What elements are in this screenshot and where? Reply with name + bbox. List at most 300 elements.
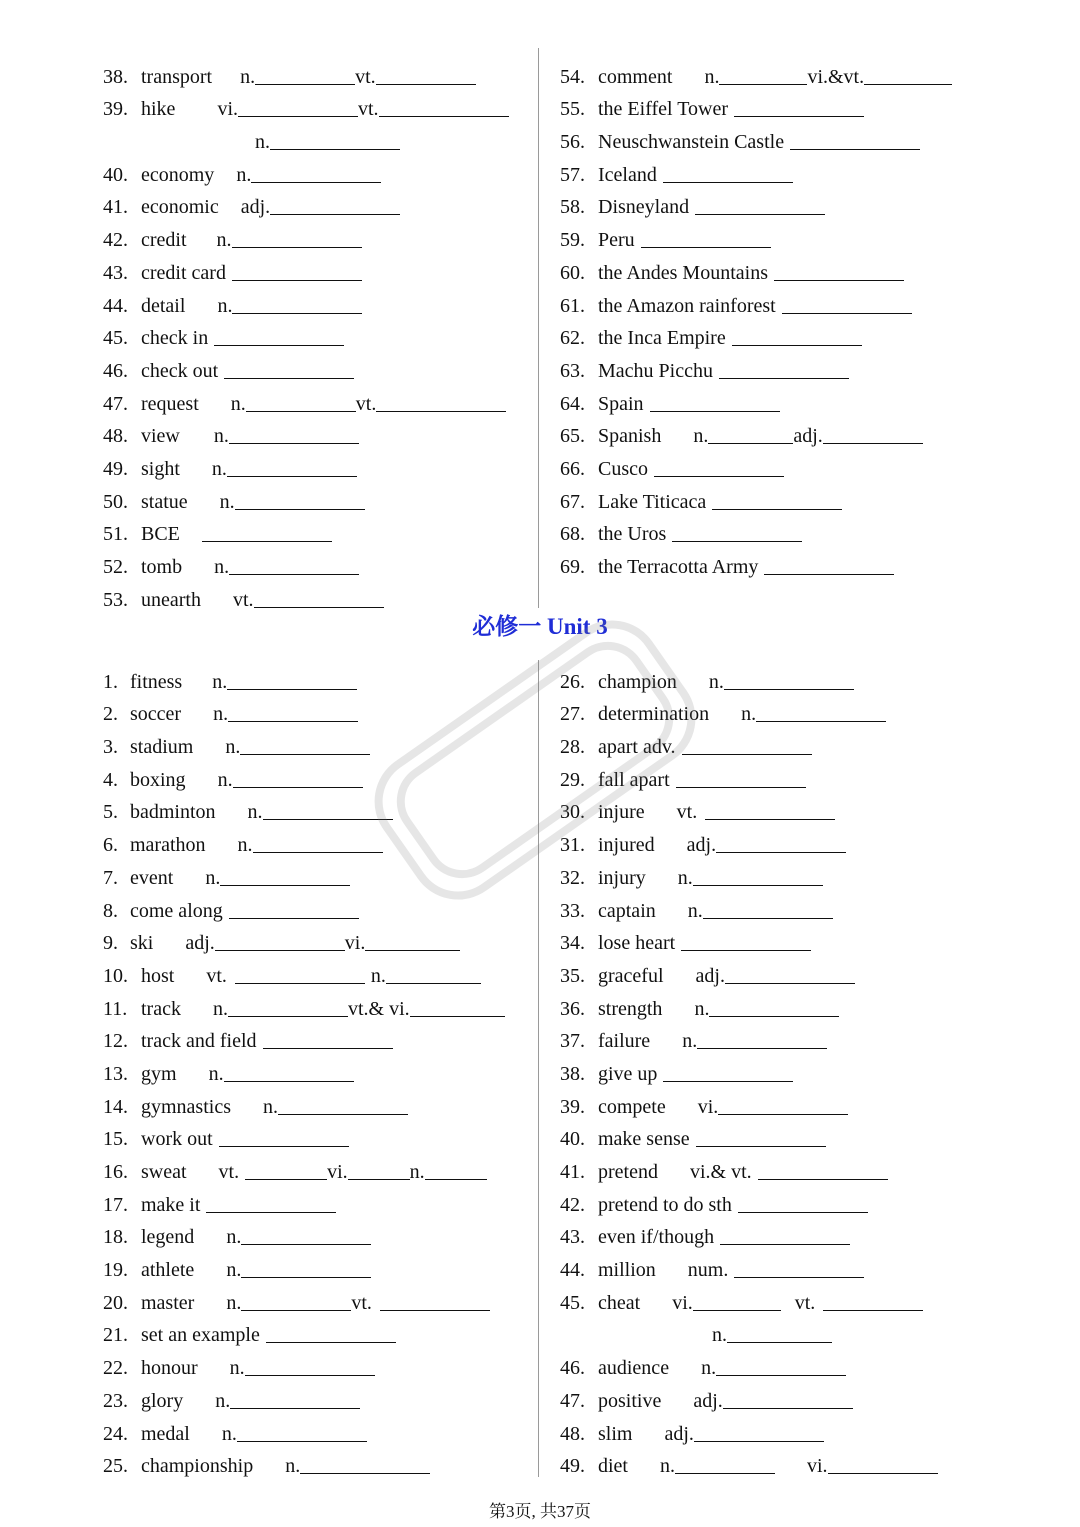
answer-blank[interactable] bbox=[228, 1015, 348, 1017]
answer-blank[interactable] bbox=[410, 1015, 505, 1017]
item-number: 20. bbox=[103, 1291, 128, 1314]
answer-blank[interactable] bbox=[227, 688, 357, 690]
answer-blank[interactable] bbox=[681, 949, 811, 951]
part-of-speech: n. bbox=[229, 1357, 245, 1380]
item-number: 38. bbox=[560, 1062, 585, 1085]
item-number: 40. bbox=[103, 163, 128, 186]
vocab-row bbox=[560, 692, 990, 725]
answer-blank[interactable] bbox=[255, 83, 355, 85]
answer-blank[interactable] bbox=[219, 1145, 349, 1147]
part-of-speech: n. bbox=[217, 768, 233, 791]
part-of-speech: n. bbox=[240, 65, 256, 88]
item-number: 48. bbox=[103, 425, 128, 448]
part-of-speech: n. bbox=[370, 964, 386, 987]
vocab-term: Spain bbox=[598, 392, 644, 415]
vocab-term: injure bbox=[598, 801, 645, 824]
vocab-row bbox=[103, 1051, 533, 1084]
item-number: 63. bbox=[560, 359, 585, 382]
vocab-row bbox=[103, 1117, 533, 1150]
vocab-term: diet bbox=[598, 1455, 628, 1478]
vocab-term: the Uros bbox=[598, 523, 667, 546]
vocab-term: master bbox=[141, 1291, 195, 1314]
answer-blank[interactable] bbox=[233, 786, 363, 788]
answer-blank[interactable] bbox=[232, 246, 362, 248]
item-number: 16. bbox=[103, 1161, 128, 1183]
vocab-term: Cusco bbox=[598, 457, 648, 480]
answer-blank[interactable] bbox=[278, 1113, 408, 1115]
item-number: 58. bbox=[560, 196, 585, 219]
part-of-speech: n. bbox=[226, 1226, 242, 1249]
part-of-speech: vt. bbox=[232, 588, 254, 611]
vocab-term: cheat bbox=[598, 1291, 641, 1314]
answer-blank[interactable] bbox=[716, 851, 846, 853]
vocab-term: fitness bbox=[130, 670, 183, 693]
answer-blank[interactable] bbox=[270, 213, 400, 215]
vocab-row bbox=[560, 414, 990, 447]
vocab-row bbox=[103, 316, 533, 349]
part-of-speech: num. bbox=[687, 1259, 729, 1282]
answer-blank[interactable] bbox=[734, 115, 864, 117]
answer-blank[interactable] bbox=[695, 213, 825, 215]
vocab-term: injured bbox=[598, 834, 655, 857]
item-number: 51. bbox=[103, 523, 128, 546]
answer-blank[interactable] bbox=[376, 410, 506, 412]
answer-blank[interactable] bbox=[782, 312, 912, 314]
vocab-term: failure bbox=[598, 1030, 651, 1053]
item-number: 56. bbox=[560, 131, 585, 154]
answer-blank[interactable] bbox=[708, 442, 793, 444]
part-of-speech: adj. bbox=[686, 834, 717, 857]
answer-blank[interactable] bbox=[386, 982, 481, 984]
item-number: 62. bbox=[560, 327, 585, 350]
answer-blank[interactable] bbox=[641, 246, 771, 248]
answer-blank[interactable] bbox=[675, 1472, 775, 1474]
answer-blank[interactable] bbox=[245, 1374, 375, 1376]
vocab-term: the Terracotta Army bbox=[598, 556, 759, 578]
answer-blank[interactable] bbox=[823, 1309, 923, 1311]
vocab-term: sweat bbox=[141, 1161, 187, 1183]
part-of-speech: n. bbox=[213, 703, 229, 726]
part-of-speech: adj. bbox=[693, 1389, 723, 1412]
answer-blank[interactable] bbox=[253, 851, 383, 853]
part-of-speech: n. bbox=[226, 1291, 242, 1314]
part-of-speech: adj. bbox=[240, 196, 271, 219]
vocab-term: work out bbox=[141, 1128, 213, 1151]
answer-blank[interactable] bbox=[694, 1440, 824, 1442]
answer-blank[interactable] bbox=[720, 1243, 850, 1245]
item-number: 59. bbox=[560, 229, 585, 252]
item-number: 9. bbox=[103, 932, 118, 955]
answer-blank[interactable] bbox=[229, 442, 359, 444]
vocab-term: tomb bbox=[141, 556, 183, 578]
vocab-row bbox=[560, 185, 990, 218]
part-of-speech: n. bbox=[701, 1357, 717, 1380]
vocab-term: come along bbox=[130, 899, 223, 922]
answer-blank[interactable] bbox=[724, 688, 854, 690]
answer-blank[interactable] bbox=[229, 573, 359, 575]
vocab-term: request bbox=[141, 392, 199, 415]
vocab-row bbox=[103, 888, 533, 921]
vocab-term: strength bbox=[598, 997, 663, 1020]
answer-blank[interactable] bbox=[263, 1047, 393, 1049]
part-of-speech: n. bbox=[708, 670, 724, 693]
answer-blank[interactable] bbox=[719, 83, 807, 85]
vocab-term: detail bbox=[141, 294, 186, 317]
answer-blank[interactable] bbox=[697, 1047, 827, 1049]
vocab-row bbox=[560, 1411, 990, 1444]
answer-blank[interactable] bbox=[251, 181, 381, 183]
part-of-speech: n. bbox=[214, 556, 230, 578]
vocab-term: make sense bbox=[598, 1128, 690, 1151]
answer-blank[interactable] bbox=[241, 1309, 351, 1311]
part-of-speech: vi. bbox=[807, 1455, 828, 1478]
answer-blank[interactable] bbox=[215, 949, 345, 951]
item-number: 53. bbox=[103, 588, 128, 611]
answer-blank[interactable] bbox=[245, 1178, 327, 1180]
answer-blank[interactable] bbox=[238, 115, 358, 117]
answer-blank[interactable] bbox=[270, 148, 400, 150]
column-divider-top bbox=[538, 48, 539, 608]
answer-blank[interactable] bbox=[790, 148, 920, 150]
item-number: 60. bbox=[560, 261, 585, 284]
vocab-list-right-top bbox=[560, 54, 990, 577]
vocab-row bbox=[560, 250, 990, 283]
vocab-term: event bbox=[130, 866, 174, 889]
vocab-term: ski bbox=[130, 932, 154, 955]
vocab-row bbox=[560, 446, 990, 479]
vocab-term: pretend bbox=[598, 1161, 658, 1183]
answer-blank[interactable] bbox=[425, 1178, 487, 1180]
vocab-term: the Andes Mountains bbox=[598, 261, 768, 284]
vocab-term: athlete bbox=[141, 1259, 195, 1282]
vocab-term: slim bbox=[598, 1422, 633, 1445]
item-number: 39. bbox=[560, 1095, 585, 1118]
item-number: 25. bbox=[103, 1455, 128, 1478]
part-of-speech: vt. bbox=[358, 98, 379, 121]
vocab-term: Lake Titicaca bbox=[598, 490, 707, 513]
answer-blank[interactable] bbox=[263, 818, 393, 820]
answer-blank[interactable] bbox=[693, 1309, 781, 1311]
vocab-list-right-bottom bbox=[560, 659, 990, 1476]
answer-blank[interactable] bbox=[738, 1211, 868, 1213]
vocab-term: determination bbox=[598, 703, 710, 726]
item-number: 61. bbox=[560, 294, 585, 317]
answer-blank[interactable] bbox=[703, 917, 833, 919]
vocab-row bbox=[560, 1345, 990, 1378]
answer-blank[interactable] bbox=[719, 377, 849, 379]
vocab-term: Neuschwanstein Castle bbox=[598, 131, 785, 154]
answer-blank[interactable] bbox=[241, 1276, 371, 1278]
answer-blank[interactable] bbox=[864, 83, 952, 85]
answer-blank[interactable] bbox=[774, 279, 904, 281]
answer-blank[interactable] bbox=[228, 720, 358, 722]
item-number: 17. bbox=[103, 1193, 128, 1216]
vocab-term: check in bbox=[141, 327, 209, 350]
vocab-row bbox=[560, 381, 990, 414]
vocab-row bbox=[560, 659, 990, 692]
part-of-speech: n. bbox=[236, 163, 252, 186]
vocab-row bbox=[560, 790, 990, 823]
part-of-speech: n. bbox=[212, 997, 228, 1020]
vocab-term: hike bbox=[141, 98, 176, 121]
answer-blank[interactable] bbox=[718, 1113, 848, 1115]
vocab-row bbox=[560, 1215, 990, 1248]
answer-blank[interactable] bbox=[230, 1407, 360, 1409]
vocab-row bbox=[103, 54, 533, 87]
item-number: 65. bbox=[560, 425, 585, 448]
vocab-row bbox=[103, 250, 533, 283]
vocab-row bbox=[103, 348, 533, 381]
item-number: 10. bbox=[103, 964, 128, 987]
answer-blank[interactable] bbox=[663, 181, 793, 183]
vocab-row bbox=[560, 479, 990, 512]
item-number: 31. bbox=[560, 834, 585, 857]
vocab-row bbox=[103, 822, 533, 855]
vocab-row bbox=[103, 724, 533, 757]
item-number: 49. bbox=[103, 457, 128, 480]
answer-blank[interactable] bbox=[266, 1341, 396, 1343]
vocab-row bbox=[560, 1247, 990, 1280]
vocab-term: unearth bbox=[141, 588, 201, 611]
answer-blank[interactable] bbox=[202, 540, 332, 542]
answer-blank[interactable] bbox=[709, 1015, 839, 1017]
part-of-speech: n. bbox=[208, 1062, 224, 1085]
part-of-speech: n. bbox=[694, 997, 710, 1020]
answer-blank[interactable] bbox=[214, 344, 344, 346]
answer-blank[interactable] bbox=[348, 1178, 410, 1180]
vocab-term: audience bbox=[598, 1357, 670, 1380]
answer-blank[interactable] bbox=[696, 1145, 826, 1147]
part-of-speech: vt. bbox=[355, 392, 377, 415]
vocab-row bbox=[103, 1084, 533, 1117]
answer-blank[interactable] bbox=[672, 540, 802, 542]
answer-blank[interactable] bbox=[682, 753, 812, 755]
vocab-term: track bbox=[141, 997, 181, 1020]
vocab-term: legend bbox=[141, 1226, 195, 1249]
vocab-term: Spanish bbox=[598, 425, 662, 448]
vocab-term: Peru bbox=[598, 229, 635, 252]
part-of-speech: adj. bbox=[793, 425, 823, 448]
answer-blank[interactable] bbox=[240, 753, 370, 755]
vocab-term: lose heart bbox=[598, 932, 676, 955]
item-number: 1. bbox=[103, 670, 118, 693]
answer-blank[interactable] bbox=[676, 786, 806, 788]
item-number: 39. bbox=[103, 98, 128, 121]
vocab-row bbox=[560, 1051, 990, 1084]
vocab-row bbox=[560, 87, 990, 120]
vocab-row bbox=[560, 119, 990, 152]
item-number: 47. bbox=[103, 392, 128, 415]
vocab-row bbox=[103, 921, 533, 954]
answer-blank[interactable] bbox=[241, 1243, 371, 1245]
answer-blank[interactable] bbox=[723, 1407, 853, 1409]
vocab-row bbox=[560, 544, 990, 577]
item-number: 64. bbox=[560, 392, 585, 415]
item-number: 30. bbox=[560, 801, 585, 824]
part-of-speech: n. bbox=[217, 294, 233, 317]
item-number: 7. bbox=[103, 866, 118, 889]
vocab-term: marathon bbox=[130, 834, 206, 857]
answer-blank[interactable] bbox=[693, 884, 823, 886]
vocab-row bbox=[560, 512, 990, 545]
vocab-row bbox=[560, 1182, 990, 1215]
vocab-row bbox=[560, 1280, 990, 1313]
part-of-speech: n. bbox=[226, 1259, 242, 1282]
part-of-speech: n. bbox=[212, 670, 228, 693]
item-number: 26. bbox=[560, 670, 585, 693]
answer-blank[interactable] bbox=[705, 818, 835, 820]
answer-blank[interactable] bbox=[828, 1472, 938, 1474]
vocab-row bbox=[560, 1117, 990, 1150]
answer-blank[interactable] bbox=[379, 115, 509, 117]
vocab-row bbox=[103, 1149, 533, 1182]
vocab-term: comment bbox=[598, 65, 673, 88]
part-of-speech: n. bbox=[219, 490, 235, 513]
answer-blank[interactable] bbox=[663, 1080, 793, 1082]
vocab-row bbox=[103, 119, 533, 152]
item-number: 18. bbox=[103, 1226, 128, 1249]
item-number: 44. bbox=[103, 294, 128, 317]
item-number: 47. bbox=[560, 1389, 585, 1412]
item-number: 12. bbox=[103, 1030, 128, 1053]
item-number: 50. bbox=[103, 490, 128, 513]
vocab-row bbox=[103, 381, 533, 414]
vocab-term: transport bbox=[141, 65, 213, 88]
part-of-speech: vi. bbox=[327, 1161, 348, 1183]
vocab-row bbox=[560, 152, 990, 185]
item-number: 48. bbox=[560, 1422, 585, 1445]
vocab-row bbox=[560, 855, 990, 888]
item-number: 5. bbox=[103, 801, 118, 824]
item-number: 54. bbox=[560, 65, 585, 88]
vocab-term: the Amazon rainforest bbox=[598, 294, 776, 317]
vocab-term: glory bbox=[141, 1389, 184, 1412]
vocab-row bbox=[103, 446, 533, 479]
answer-blank[interactable] bbox=[725, 982, 855, 984]
vocab-row bbox=[560, 822, 990, 855]
vocab-row bbox=[560, 888, 990, 921]
vocab-term: set an example bbox=[141, 1324, 260, 1347]
item-number: 24. bbox=[103, 1422, 128, 1445]
answer-blank[interactable] bbox=[237, 1440, 367, 1442]
answer-blank[interactable] bbox=[229, 917, 359, 919]
answer-blank[interactable] bbox=[232, 279, 362, 281]
vocab-term: apart adv. bbox=[598, 736, 676, 759]
part-of-speech: n. bbox=[221, 1422, 237, 1445]
item-number: 13. bbox=[103, 1062, 128, 1085]
answer-blank[interactable] bbox=[716, 1374, 846, 1376]
part-of-speech: n. bbox=[741, 703, 757, 726]
answer-blank[interactable] bbox=[227, 475, 357, 477]
vocab-row bbox=[103, 692, 533, 725]
vocab-row bbox=[560, 54, 990, 87]
item-number: 49. bbox=[560, 1455, 585, 1478]
item-number: 40. bbox=[560, 1128, 585, 1151]
answer-blank[interactable] bbox=[380, 1309, 490, 1311]
vocab-term: Disneyland bbox=[598, 196, 690, 219]
part-of-speech: n. bbox=[255, 131, 270, 154]
part-of-speech: n. bbox=[682, 1030, 698, 1053]
vocab-row bbox=[103, 414, 533, 447]
item-number: 68. bbox=[560, 523, 585, 546]
item-number: 21. bbox=[103, 1324, 128, 1347]
vocab-row bbox=[560, 1084, 990, 1117]
part-of-speech: vt. bbox=[794, 1291, 816, 1314]
vocab-term: the Inca Empire bbox=[598, 327, 726, 350]
answer-blank[interactable] bbox=[235, 508, 365, 510]
answer-blank[interactable] bbox=[823, 442, 923, 444]
vocab-term: captain bbox=[598, 899, 656, 922]
answer-blank[interactable] bbox=[246, 410, 356, 412]
page-footer: 第3页, 共37页 bbox=[489, 1502, 591, 1521]
part-of-speech: n. bbox=[409, 1161, 425, 1183]
answer-blank[interactable] bbox=[224, 377, 354, 379]
part-of-speech: vi. bbox=[344, 932, 366, 955]
vocab-term: host bbox=[141, 964, 175, 987]
vocab-row bbox=[103, 479, 533, 512]
part-of-speech: n. bbox=[660, 1455, 675, 1478]
vocab-term: credit card bbox=[141, 261, 226, 284]
answer-blank[interactable] bbox=[235, 982, 365, 984]
vocab-list-left-top bbox=[103, 54, 533, 610]
vocab-row bbox=[103, 1182, 533, 1215]
part-of-speech: n. bbox=[263, 1095, 278, 1118]
vocab-row bbox=[103, 577, 533, 610]
answer-blank[interactable] bbox=[232, 312, 362, 314]
part-of-speech: n. bbox=[215, 1389, 231, 1412]
item-number: 36. bbox=[560, 997, 585, 1020]
part-of-speech: n. bbox=[687, 899, 703, 922]
answer-blank[interactable] bbox=[727, 1341, 832, 1343]
vocab-row bbox=[103, 1378, 533, 1411]
answer-blank[interactable] bbox=[756, 720, 886, 722]
part-of-speech: n. bbox=[285, 1455, 301, 1478]
item-number: 41. bbox=[103, 196, 128, 219]
vocab-term: Iceland bbox=[598, 163, 657, 186]
item-number: 19. bbox=[103, 1259, 128, 1282]
vocab-term: soccer bbox=[130, 703, 182, 726]
answer-blank[interactable] bbox=[376, 83, 476, 85]
vocab-row bbox=[103, 953, 533, 986]
vocab-term: fall apart bbox=[598, 768, 670, 791]
vocab-term: badminton bbox=[130, 801, 216, 824]
answer-blank[interactable] bbox=[764, 573, 894, 575]
answer-blank[interactable] bbox=[300, 1472, 430, 1474]
item-number: 23. bbox=[103, 1389, 128, 1412]
answer-blank[interactable] bbox=[365, 949, 460, 951]
vocab-row bbox=[103, 217, 533, 250]
item-number: 45. bbox=[560, 1291, 585, 1314]
item-number: 27. bbox=[560, 703, 585, 726]
vocab-term: economy bbox=[141, 163, 215, 186]
column-divider-bottom bbox=[538, 660, 539, 1477]
answer-blank[interactable] bbox=[734, 1276, 864, 1278]
answer-blank[interactable] bbox=[220, 884, 350, 886]
vocab-row bbox=[560, 953, 990, 986]
vocab-row bbox=[103, 283, 533, 316]
item-number: 57. bbox=[560, 163, 585, 186]
answer-blank[interactable] bbox=[654, 475, 784, 477]
vocab-term: positive bbox=[598, 1389, 662, 1412]
answer-blank[interactable] bbox=[650, 410, 780, 412]
answer-blank[interactable] bbox=[206, 1211, 336, 1213]
answer-blank[interactable] bbox=[224, 1080, 354, 1082]
answer-blank[interactable] bbox=[712, 508, 842, 510]
part-of-speech: vt. bbox=[218, 1161, 240, 1183]
answer-blank[interactable] bbox=[758, 1178, 888, 1180]
item-number: 66. bbox=[560, 457, 585, 480]
answer-blank[interactable] bbox=[732, 344, 862, 346]
